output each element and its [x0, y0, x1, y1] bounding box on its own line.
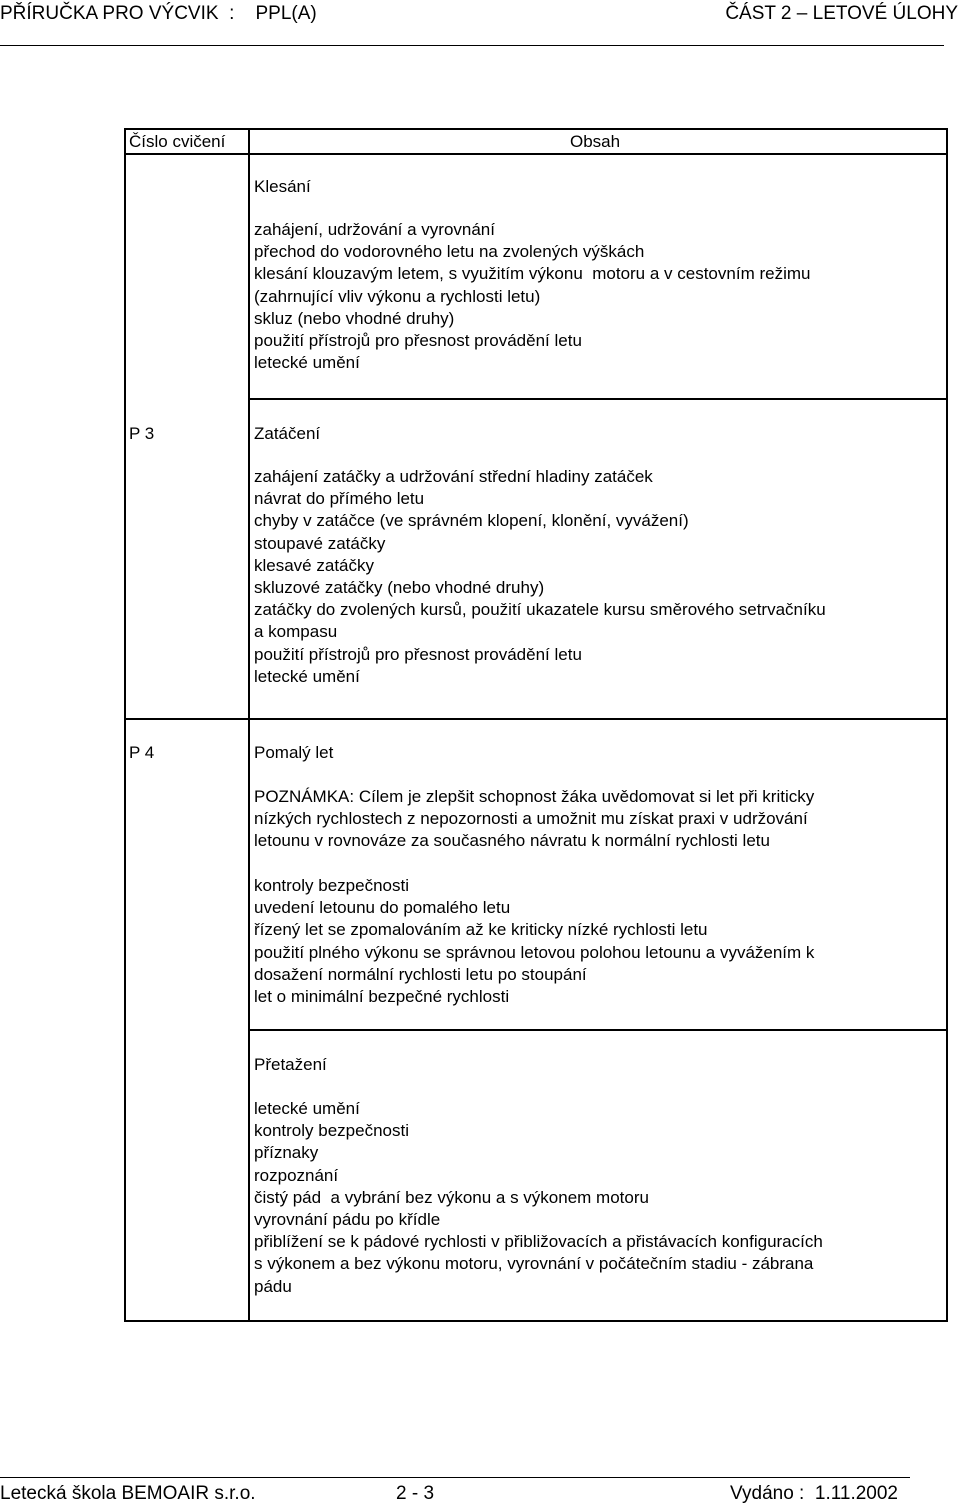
section-title: Pomalý let: [254, 743, 334, 762]
footer-left: Letecká škola BEMOAIR s.r.o.: [0, 1483, 256, 1504]
list-item: čistý pád a vybrání bez výkonu a s výkonem motoru: [254, 1187, 649, 1207]
list-item: řízený let se zpomalováním až ke kriticky nízké rychlosti letu: [254, 920, 708, 940]
list-item: letecké umění: [254, 666, 360, 686]
note-line: POZNÁMKA: Cílem je zlepšit schopnost žáka uvědomovat si let při kriticky: [254, 787, 815, 806]
list-item: použití přístrojů pro přesnost provádění letu: [254, 330, 582, 350]
list-item: skluz (nebo vhodné druhy): [254, 308, 455, 328]
section-title: Zatáčení: [254, 424, 321, 443]
list-item: přiblížení se k pádové rychlosti v přibližovacích a přistávacích konfiguracích: [254, 1232, 823, 1252]
row-divider-3: [248, 1029, 948, 1031]
row-divider-2: [124, 718, 948, 720]
list-item: klesání klouzavým letem, s využitím výkonu motoru a v cestovním režimu: [254, 264, 811, 284]
footer-issue-date: Vydáno : 1.11.2002: [730, 1483, 898, 1504]
item-list: [254, 220, 810, 375]
list-item: letecké umění: [254, 353, 360, 373]
column-header-content: Obsah: [570, 132, 621, 151]
list-item: kontroly bezpečnosti: [254, 1121, 409, 1141]
list-item: použití plného výkonu se správnou letovou polohou letounu a vyvážením k: [254, 942, 815, 962]
item-list: [254, 1099, 823, 1299]
row-divider-1: [248, 398, 948, 400]
list-item: chyby v zatáčce (ve správném klopení, klonění, vyvážení): [254, 511, 689, 531]
list-item: dosažení normální rychlosti letu po stoupání: [254, 964, 587, 984]
header-right: ČÁST 2 – LETOVÉ ÚLOHY: [725, 3, 958, 24]
list-item: a kompasu: [254, 622, 338, 642]
column-divider: [248, 128, 250, 1322]
list-item: zahájení, udržování a vyrovnání: [254, 220, 495, 239]
list-item: uvedení letounu do pomalého letu: [254, 898, 511, 918]
list-item: stoupavé zatáčky: [254, 533, 386, 553]
list-item: zatáčky do zvolených kursů, použití ukazatele kursu směrového setrvačníku: [254, 600, 826, 620]
column-header-code: Číslo cvičení: [129, 132, 226, 151]
section-title: Přetažení: [254, 1055, 327, 1074]
exercise-code: P 3: [129, 424, 155, 443]
list-item: klesavé zatáčky: [254, 555, 374, 575]
footer-divider: [0, 1477, 910, 1478]
list-item: zahájení zatáčky a udržování střední hladiny zatáček: [254, 467, 653, 486]
section-title: Klesání: [254, 177, 311, 196]
exercise-code: P 4: [129, 743, 155, 762]
list-item: kontroly bezpečnosti: [254, 876, 409, 895]
item-list: [254, 876, 814, 1009]
note-block: [254, 787, 814, 854]
list-item: vyrovnání pádu po křídle: [254, 1209, 441, 1229]
list-item: pádu: [254, 1276, 292, 1296]
list-item: s výkonem a bez výkonu motoru, vyrovnání v počátečním stadiu - zábrana: [254, 1254, 814, 1274]
list-item: příznaky: [254, 1143, 319, 1163]
list-item: letecké umění: [254, 1099, 360, 1118]
item-list: [254, 467, 826, 689]
list-item: let o minimální bezpečné rychlosti: [254, 986, 510, 1006]
list-item: skluzové zatáčky (nebo vhodné druhy): [254, 577, 545, 597]
header-row-divider: [124, 153, 948, 155]
note-line: letounu v rovnováze za současného návratu k normální rychlosti letu: [254, 831, 770, 851]
list-item: návrat do přímého letu: [254, 489, 425, 509]
footer-page-number: 2 - 3: [396, 1483, 435, 1504]
header-divider: [0, 45, 944, 46]
list-item: použití přístrojů pro přesnost provádění letu: [254, 644, 582, 664]
list-item: (zahrnující vliv výkonu a rychlosti letu): [254, 286, 541, 306]
list-item: rozpoznání: [254, 1165, 339, 1185]
note-line: nízkých rychlostech z nepozornosti a umožnit mu získat praxi v udržování: [254, 809, 808, 829]
header-left: PŘÍRUČKA PRO VÝCVIK : PPL(A): [0, 3, 317, 24]
list-item: přechod do vodorovného letu na zvolených výškách: [254, 242, 645, 262]
